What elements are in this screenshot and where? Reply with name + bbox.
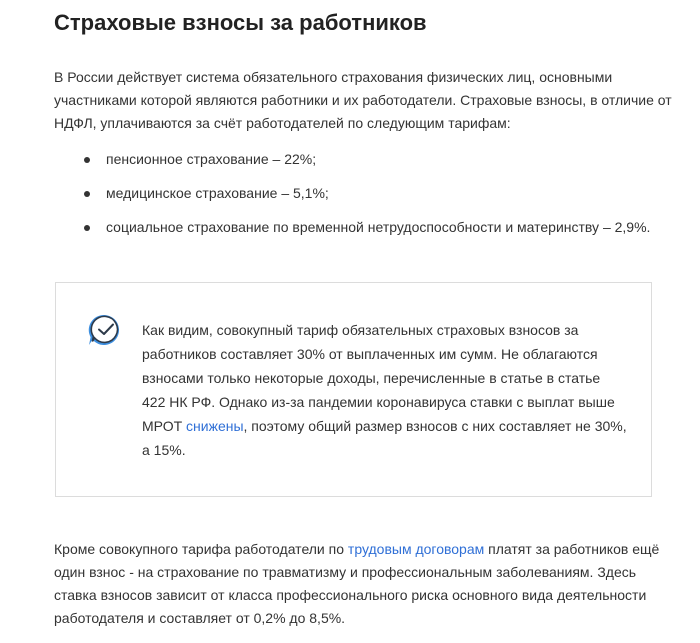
- note-text-part: , поэтому общий размер взносов с них составляет не 30%, а 15%.: [142, 418, 627, 458]
- list-item-text: медицинское страхование – 5,1%;: [106, 185, 329, 201]
- checkmark-bubble-icon: [86, 312, 122, 348]
- tariff-list: [54, 148, 674, 250]
- outro-text-part: Кроме совокупного тарифа работодатели по: [54, 541, 348, 557]
- bullet-icon: [84, 157, 90, 163]
- outro-text-part: платят за работников ещё один взнос - на страхование по травматизму и профессиональным заболеваниям. Здесь ставка взносов зависит от класса профессионального риска основного вида деятельности работодателя и составляет от 0,2% до 8,5%.: [54, 541, 660, 626]
- note-text-part: Как видим, совокупный тариф обязательных страховых взносов за работников составляет 30% от выплаченных им сумм. Не облагаются взносами только некоторые доходы, перечисленные в статье в статье 422 НК РФ. Однако из-за пандемии коронавируса ставки с выплат выше МРОТ: [142, 322, 615, 434]
- list-item-text: социальное страхование по временной нетрудоспособности и материнству – 2,9%.: [106, 219, 651, 235]
- list-item: [54, 148, 674, 171]
- bullet-icon: [84, 225, 90, 231]
- intro-paragraph: В России действует система обязательного страхования физических лиц, основными участниками которой являются работники и их работодатели. Страховые взносы, в отличие от НДФЛ, уплачиваются за счёт работодателей по следующим тарифам:: [54, 69, 672, 131]
- note-text: [142, 318, 627, 462]
- outro-paragraph: [54, 538, 674, 630]
- page-title: Страховые взносы за работников: [54, 10, 427, 35]
- labor-contracts-link[interactable]: трудовым договорам: [347, 541, 485, 557]
- reduced-rates-link[interactable]: снижены: [186, 418, 244, 434]
- list-item: [54, 216, 674, 239]
- bullet-icon: [84, 191, 90, 197]
- list-item: [54, 182, 674, 205]
- list-item-text: пенсионное страхование – 22%;: [106, 151, 317, 167]
